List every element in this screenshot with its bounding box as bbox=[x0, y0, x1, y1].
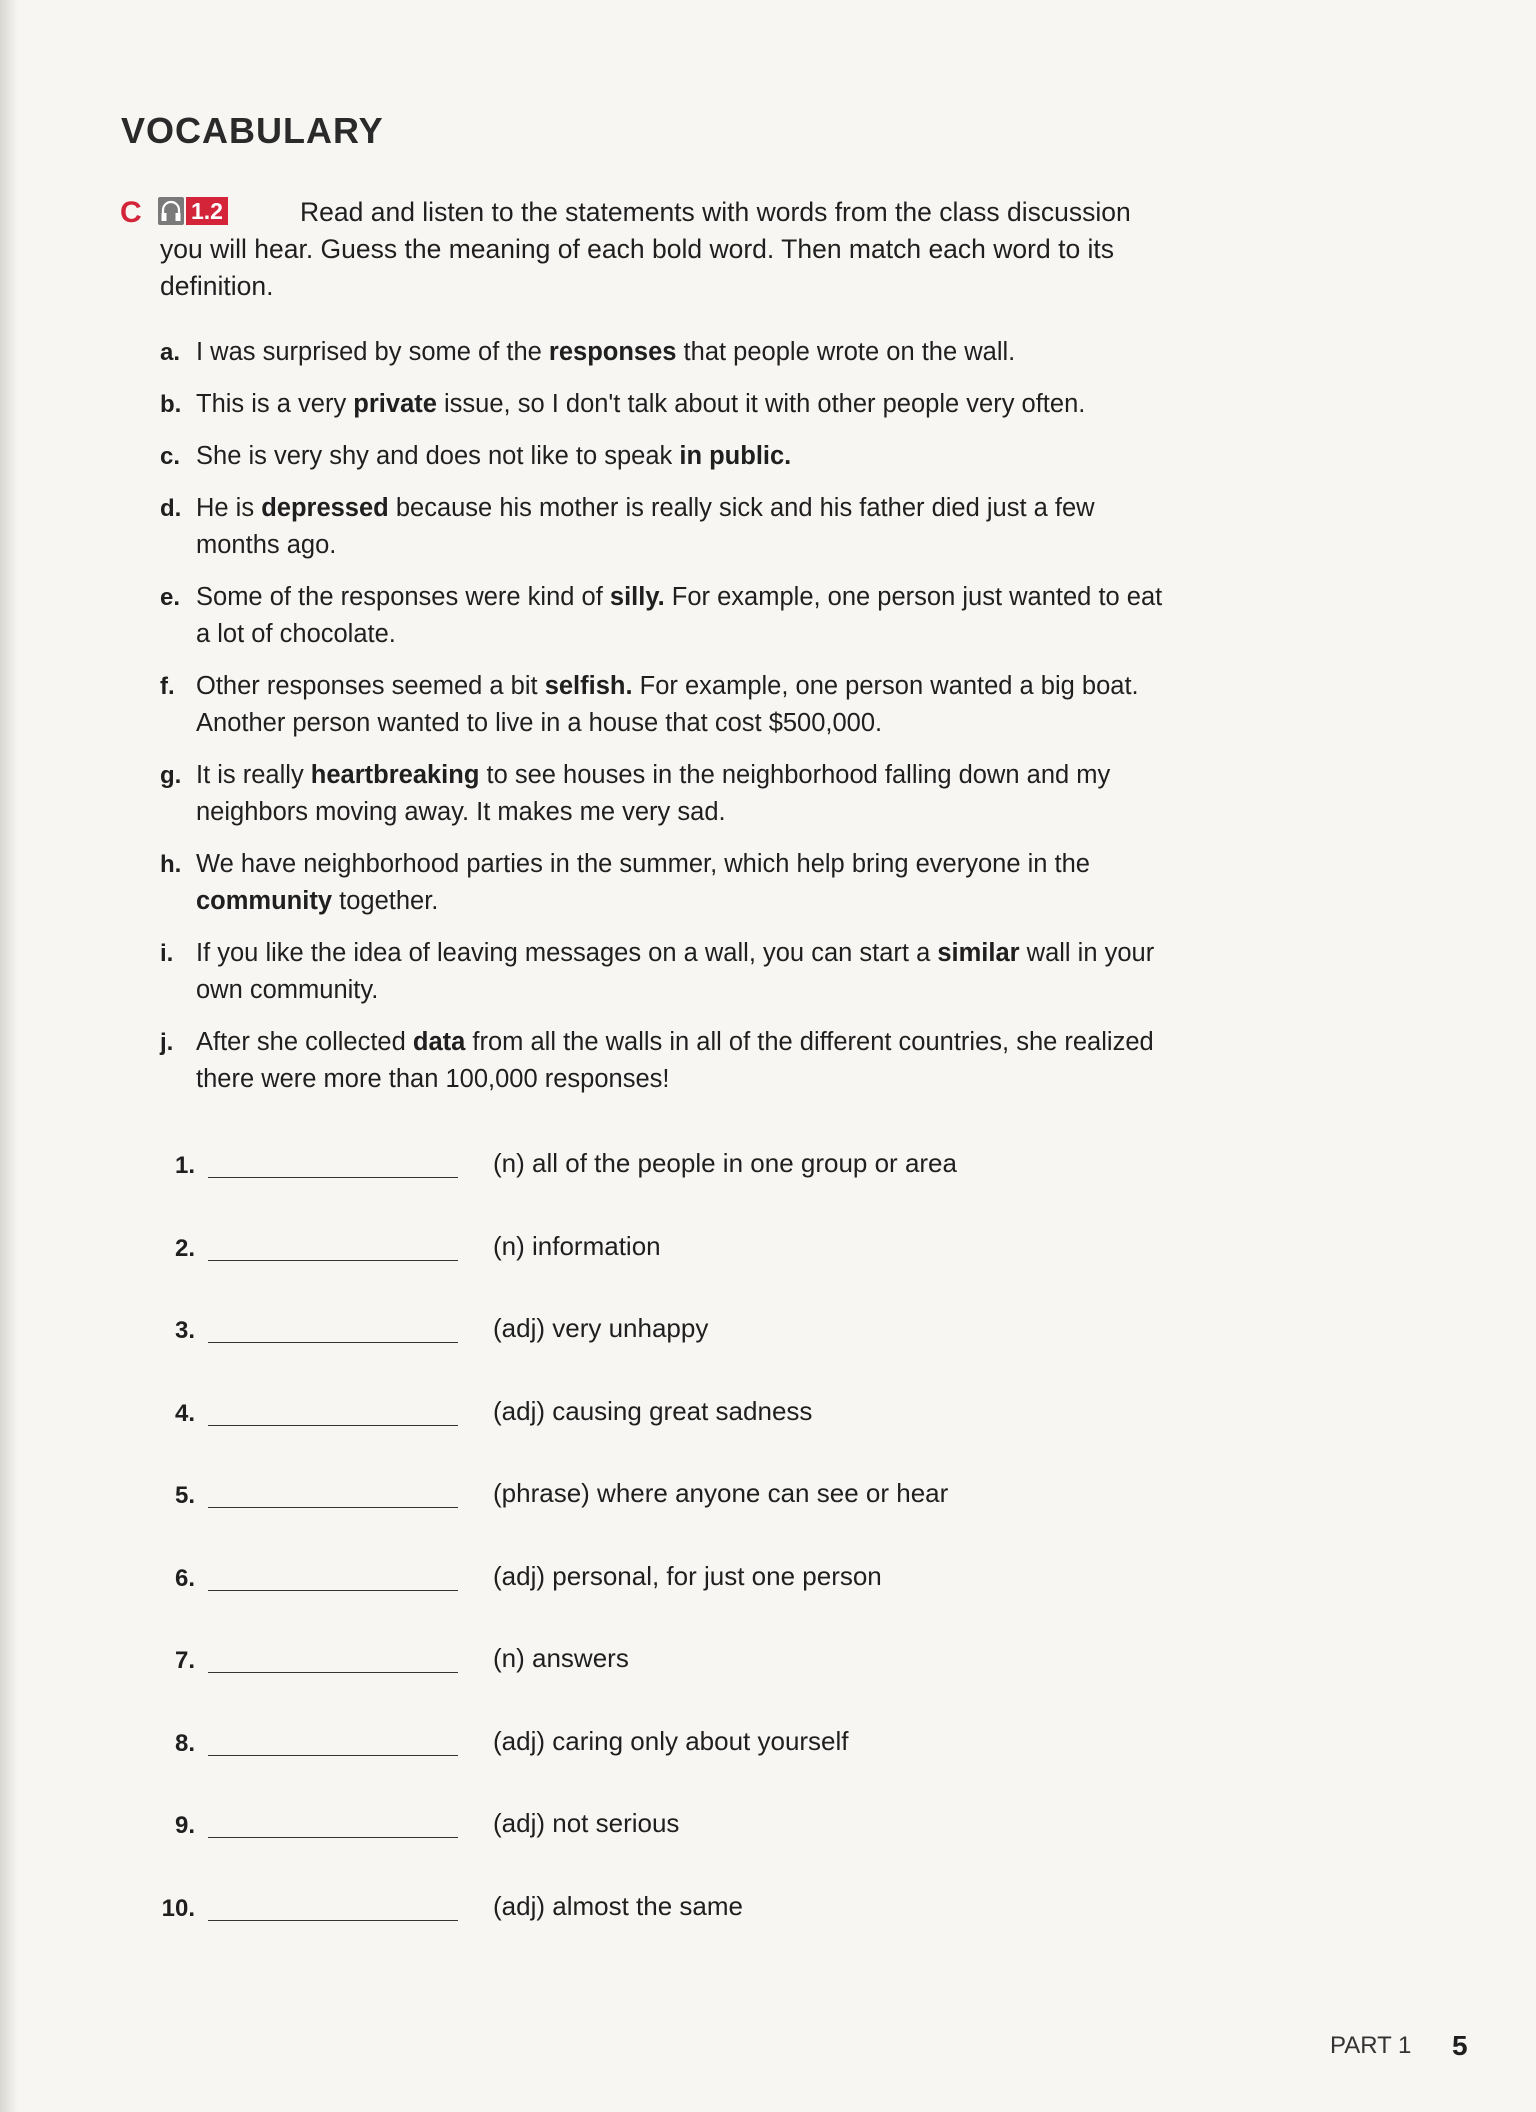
answer-blank[interactable] bbox=[208, 1755, 458, 1756]
matching-row bbox=[150, 1396, 1050, 1479]
statement-text: Other responses seemed a bit selfish. For example, one person wanted a big boat. Another person wanted to live in a house that cost $500,000. bbox=[196, 672, 1139, 737]
matching-row bbox=[150, 1231, 1050, 1314]
answer-blank[interactable] bbox=[208, 1590, 458, 1591]
definition: (n) information bbox=[493, 1230, 661, 1261]
definition: (phrase) where anyone can see or hear bbox=[493, 1478, 949, 1508]
statement-text: She is very shy and does not like to speak in public. bbox=[196, 442, 792, 470]
matching-row bbox=[150, 1478, 1050, 1561]
matching-number: 9. bbox=[174, 1812, 195, 1839]
answer-blank[interactable] bbox=[208, 1260, 458, 1261]
definition: (adj) causing great sadness bbox=[493, 1395, 813, 1426]
matching-number: 2. bbox=[174, 1234, 195, 1262]
definition: (adj) very unhappy bbox=[493, 1313, 709, 1343]
statement-letter: b. bbox=[160, 391, 182, 418]
matching-row bbox=[150, 1561, 1050, 1644]
matching-list bbox=[150, 1148, 1050, 1973]
definition: (n) answers bbox=[493, 1643, 629, 1673]
statement-text: He is depressed because his mother is really sick and his father died just a few months ago. bbox=[196, 494, 1095, 559]
statement-text: If you like the idea of leaving messages on a wall, you can start a similar wall in your own community. bbox=[196, 939, 1155, 1004]
matching-row bbox=[150, 1808, 1050, 1891]
statement-letter: i. bbox=[160, 940, 174, 967]
statement-text: It is really heartbreaking to see houses in the neighborhood falling down and my neighbors moving away. It makes me very sad. bbox=[196, 761, 1111, 826]
statement-letter: e. bbox=[160, 584, 181, 611]
matching-number: 7. bbox=[174, 1647, 195, 1674]
statement-item bbox=[160, 668, 1180, 742]
matching-number: 3. bbox=[174, 1317, 195, 1344]
matching-number: 6. bbox=[174, 1564, 195, 1592]
vocab-word: data bbox=[412, 1028, 466, 1056]
vocab-word: selfish. bbox=[544, 672, 633, 700]
statement-text: I was surprised by some of the responses that people wrote on the wall. bbox=[196, 338, 1016, 366]
vocab-word: private bbox=[353, 390, 437, 418]
matching-row bbox=[150, 1313, 1050, 1396]
vocab-word: responses bbox=[548, 338, 677, 366]
matching-number: 10. bbox=[161, 1894, 195, 1922]
vocab-word: depressed bbox=[261, 494, 389, 522]
vocab-word: silly. bbox=[609, 583, 665, 611]
definition: (n) all of the people in one group or area bbox=[493, 1148, 957, 1178]
statement-letter: j. bbox=[160, 1029, 174, 1056]
matching-row bbox=[150, 1148, 1050, 1231]
footer-part-label: PART 1 bbox=[1330, 2032, 1412, 2059]
statement-letter: g. bbox=[160, 762, 182, 789]
definition: (adj) caring only about yourself bbox=[493, 1725, 849, 1756]
headphones-icon[interactable] bbox=[158, 197, 184, 225]
matching-number: 4. bbox=[174, 1399, 195, 1427]
statement-text: Some of the responses were kind of silly. For example, one person just wanted to eat a lot of chocolate. bbox=[196, 583, 1163, 648]
statement-letter: h. bbox=[160, 851, 182, 878]
section-heading: VOCABULARY bbox=[121, 110, 384, 151]
page-number: 5 bbox=[1452, 2030, 1468, 2061]
definition: (adj) personal, for just one person bbox=[493, 1560, 882, 1591]
statement-text: We have neighborhood parties in the summer, which help bring everyone in the community together. bbox=[196, 850, 1090, 915]
answer-blank[interactable] bbox=[208, 1425, 458, 1426]
matching-row bbox=[150, 1643, 1050, 1726]
statement-item bbox=[160, 1024, 1180, 1098]
statement-item bbox=[160, 334, 1180, 371]
statement-letter: f. bbox=[160, 673, 175, 700]
vocab-word: in public. bbox=[679, 442, 792, 470]
matching-number: 8. bbox=[174, 1729, 195, 1757]
answer-blank[interactable] bbox=[208, 1920, 458, 1921]
exercise-letter: C bbox=[120, 196, 142, 229]
statement-text: This is a very private issue, so I don't talk about it with other people very often. bbox=[196, 390, 1086, 418]
vocab-word: community bbox=[196, 887, 333, 915]
statement-text: After she collected data from all the walls in all of the different countries, she realized there were more than 100,000 responses! bbox=[196, 1028, 1154, 1093]
statement-item bbox=[160, 579, 1180, 653]
matching-row bbox=[150, 1891, 1050, 1974]
track-number-badge: 1.2 bbox=[186, 197, 228, 225]
answer-blank[interactable] bbox=[208, 1507, 458, 1508]
answer-blank[interactable] bbox=[208, 1342, 458, 1343]
statement-item bbox=[160, 386, 1180, 423]
exercise-instructions bbox=[120, 194, 1180, 305]
matching-number: 1. bbox=[174, 1152, 195, 1179]
page-edge bbox=[0, 0, 18, 2112]
vocab-word: heartbreaking bbox=[310, 761, 480, 789]
statement-letter: c. bbox=[160, 443, 181, 470]
definition: (adj) almost the same bbox=[493, 1890, 743, 1921]
statement-item bbox=[160, 935, 1180, 1009]
instructions-text: Read and listen to the statements with words from the class discussion you will hear. Guess the meaning of each bold word. Then match each word to its definition. bbox=[160, 197, 1131, 301]
vocab-word: similar bbox=[937, 939, 1020, 967]
statement-item bbox=[160, 846, 1180, 920]
statement-item bbox=[160, 438, 1180, 475]
matching-number: 5. bbox=[174, 1482, 195, 1509]
statement-letter: a. bbox=[160, 339, 181, 366]
matching-row bbox=[150, 1726, 1050, 1809]
statement-letter: d. bbox=[160, 495, 182, 522]
definition: (adj) not serious bbox=[493, 1808, 680, 1838]
answer-blank[interactable] bbox=[208, 1177, 458, 1178]
answer-blank[interactable] bbox=[208, 1672, 458, 1673]
statement-list bbox=[160, 334, 1180, 1113]
statement-item bbox=[160, 757, 1180, 831]
answer-blank[interactable] bbox=[208, 1837, 458, 1838]
statement-item bbox=[160, 490, 1180, 564]
